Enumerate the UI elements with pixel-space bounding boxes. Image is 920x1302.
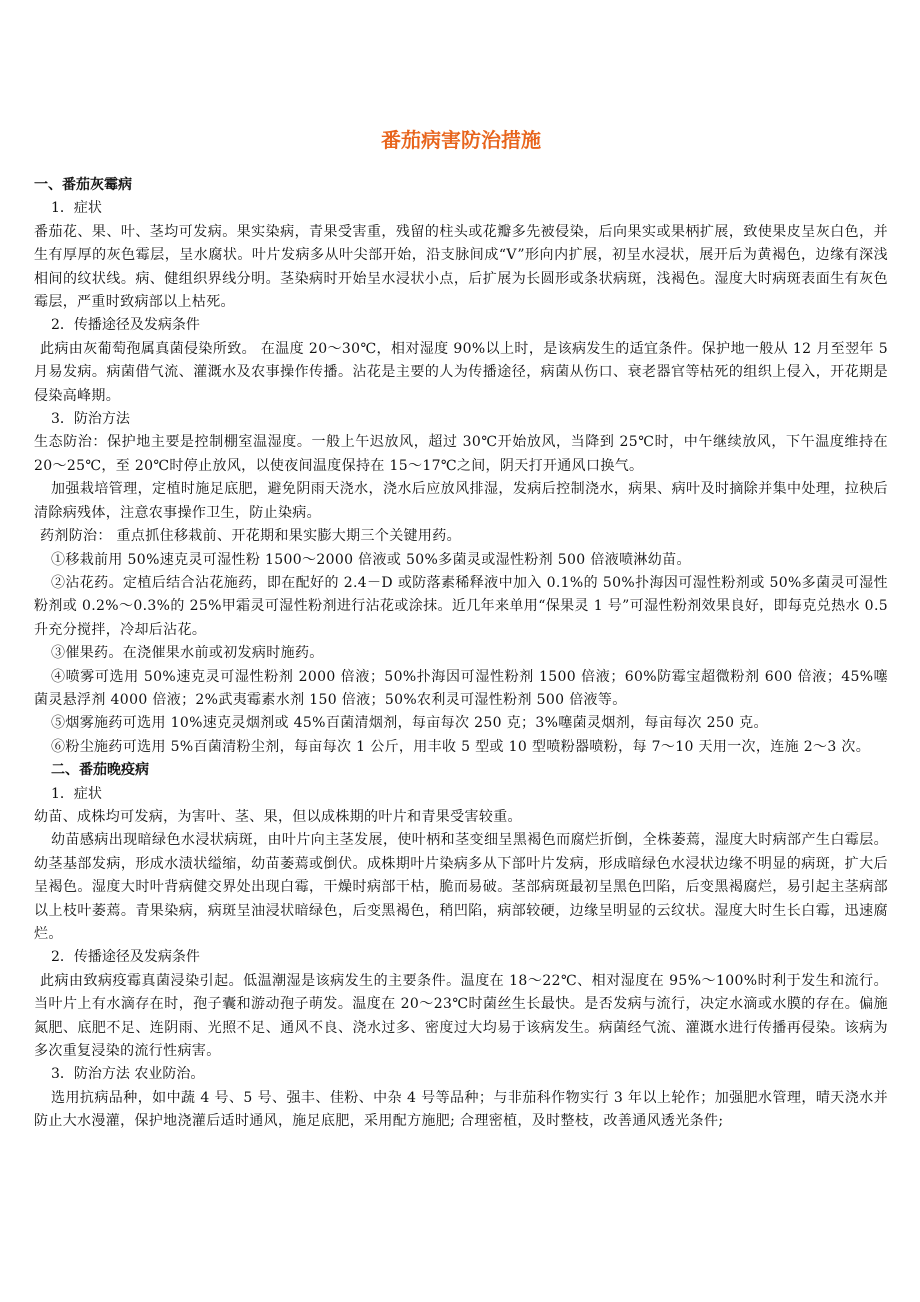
subheading-symptoms: 1．症状 [51, 200, 102, 217]
list-item-drug-2: ②沾花药。定植后结合沾花施药，即在配好的 2.4－D 或防落素稀释液中加入 0.1%的 50%扑海因可湿性粉剂或 50%多菌灵可湿性粉剂或 0.2%～0.3%的 25%甲霜灵可湿性粉剂进行沾花或涂抹。近几年来单用“保果灵 1 号”可湿性粉剂效果良好，即每克兑热水 0.5 升充分搅拌，冷却后沾花。 [34, 574, 888, 638]
paragraph-ecological-control: 生态防治：保护地主要是控制棚室温湿度。一般上午迟放风，超过 30℃开始放风，当降到 25℃时，中午继续放风，下午温度维持在 20～25℃，至 20℃时停止放风，以使夜间温度保持在 15～17℃之间，阴天打开通风口换气。 [34, 434, 888, 474]
list-item-drug-3: ③催果药。在浇催果水前或初发病时施药。 [51, 645, 324, 662]
list-item-drug-1: ①移栽前用 50%速克灵可湿性粉 1500～2000 倍液或 50%多菌灵或湿性粉剂 500 倍液喷淋幼苗。 [51, 551, 691, 568]
section-heading-late-blight: 二、番茄晚疫病 [51, 762, 149, 779]
paragraph-transmission-2: 此病由致病疫霉真菌浸染引起。低温潮湿是该病发生的主要条件。温度在 18～22℃、相对湿度在 95%～100%时利于发生和流行。当叶片上有水滴存在时，孢子囊和游动孢子萌发。温度在 20～23℃时菌丝生长最快。是否发病与流行，决定水滴或水膜的存在。偏施氮肥、底肥不足、连阴雨、光照不足、通风不良、浇水过多、密度过大均易于该病发生。病菌经气流、灌溉水进行传播再侵染。该病为多次重复浸染的流行性病害。 [34, 972, 888, 1060]
document-page [34, 126, 888, 1134]
list-item-drug-6: ⑥粉尘施药可选用 5%百菌清粉尘剂，每亩每次 1 公斤，用丰收 5 型或 10 型喷粉器喷粉，每 7～10 天用一次，连施 2～3 次。 [51, 738, 871, 755]
paragraph-symptoms-summary: 幼苗、成株均可发病，为害叶、茎、果，但以成株期的叶片和青果受害较重。 [34, 808, 522, 825]
paragraph-cultivation-management: 加强栽培管理，定植时施足底肥，避免阴雨天浇水，浇水后应放风排湿，发病后控制浇水，病果、病叶及时摘除并集中处理，拉秧后清除病残体，注意农事操作卫生，防止染病。 [34, 481, 888, 521]
subheading-control: 3．防治方法 [51, 411, 130, 428]
subheading-symptoms-2: 1．症状 [51, 785, 102, 802]
page-title: 番茄病害防治措施 [381, 128, 541, 152]
paragraph-symptoms-detail: 幼苗感病出现暗绿色水浸状病斑，由叶片向主茎发展，使叶柄和茎变细呈黑褐色而腐烂折倒，全株萎蔫，湿度大时病部产生白霉层。幼茎基部发病，形成水渍状缢缩，幼苗萎蔫或倒伏。成株期叶片染病多从下部叶片发病，形成暗绿色水浸状边缘不明显的病斑，扩大后呈褐色。湿度大时叶背病健交界处出现白霉，干燥时病部干枯，脆而易破。茎部病斑最初呈黑色凹陷，后变黑褐腐烂，易引起主茎病部以上枝叶萎蔫。青果染病，病斑呈油浸状暗绿色，后变黑褐色，稍凹陷，病部较硬，边缘呈明显的云纹状。湿度大时生长白霉，迅速腐烂。 [34, 832, 888, 942]
paragraph-agricultural-control: 选用抗病品种，如中蔬 4 号、5 号、强丰、佳粉、中杂 4 号等品种；与非茄科作物实行 3 年以上轮作；加强肥水管理，晴天浇水并防止大水漫灌，保护地浇灌后适时通风，施足底肥，采用配方施肥; 合理密植，及时整枝，改善通风透光条件; [34, 1089, 888, 1130]
section-heading-gray-mold: 一、番茄灰霉病 [34, 177, 132, 193]
paragraph-symptoms: 番茄花、果、叶、茎均可发病。果实染病，青果受害重，残留的柱头或花瓣多先被侵染，后向果实或果柄扩展，致使果皮呈灰白色，并生有厚厚的灰色霉层，呈水腐状。叶片发病多从叶尖部开始，沿支脉间成“V”形向内扩展，初呈水浸状，展开后为黄褐色，边缘有深浅相间的纹状线。病、健组织界线分明。茎染病时开始呈水浸状小点，后扩展为长圆形或条状病斑，浅褐色。湿度大时病斑表面生有灰色霉层，严重时致病部以上枯死。 [34, 223, 888, 311]
list-item-drug-5: ⑤烟雾施药可选用 10%速克灵烟剂或 45%百菌清烟剂，每亩每次 250 克；3%噻菌灵烟剂，每亩每次 250 克。 [51, 715, 768, 732]
subheading-transmission: 2．传播途径及发病条件 [51, 317, 200, 334]
subheading-control-2: 3．防治方法 农业防治。 [51, 1066, 205, 1083]
list-item-drug-4: ④喷雾可选用 50%速克灵可湿性粉剂 2000 倍液；50%扑海因可湿性粉剂 1500 倍液；60%防霉宝超微粉剂 600 倍液；45%噻菌灵悬浮剂 4000 倍液；2%武夷霉素水剂 150 倍液；50%农利灵可湿性粉剂 500 倍液等。 [34, 668, 888, 708]
paragraph-transmission: 此病由灰葡萄孢属真菌侵染所致。 在温度 20～30℃，相对湿度 90%以上时，是该病发生的适宜条件。保护地一般从 12 月至翌年 5 月易发病。病菌借气流、灌溉水及农事操作传播。沾花是主要的人为传播途径，病菌从伤口、衰老器官等枯死的组织上侵入，开花期是侵染高峰期。 [34, 340, 888, 404]
subheading-transmission-2: 2．传播途径及发病条件 [51, 949, 200, 966]
paragraph-chemical-control: 药剂防治： 重点抓住移栽前、开花期和果实膨大期三个关键用药。 [40, 528, 461, 545]
